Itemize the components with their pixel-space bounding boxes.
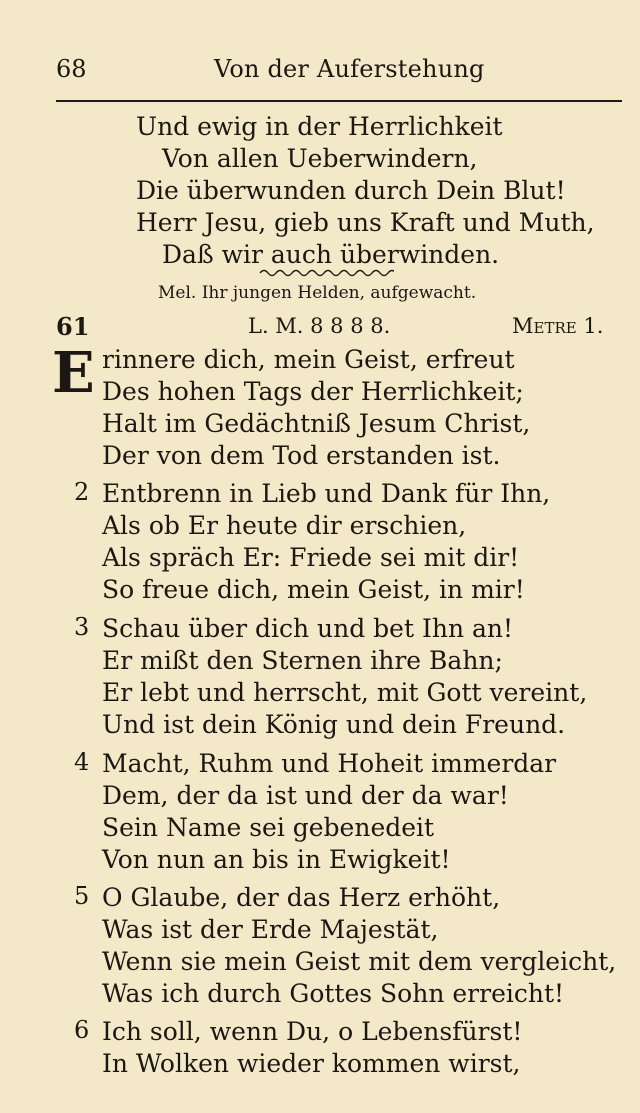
stanza-line: So freue dich, mein Geist, in mir!: [102, 575, 525, 604]
stanza-line: In Wolken wieder kommen wirst,: [102, 1049, 521, 1078]
prev-stanza-line: Von allen Ueberwindern,: [162, 144, 478, 173]
prev-stanza-line: Die überwunden durch Dein Blut!: [136, 176, 566, 205]
stanza-line: Macht, Ruhm und Hoheit immerdar: [102, 749, 557, 778]
hymn-meter: L. M. 8 8 8 8.: [248, 314, 391, 338]
stanza-number: 4: [74, 748, 90, 776]
prev-stanza-line: Daß wir auch überwinden.: [162, 240, 500, 269]
drop-capital: E: [52, 340, 95, 406]
stanza-line: Von nun an bis in Ewigkeit!: [102, 845, 451, 874]
header-rule: [56, 100, 622, 102]
prev-stanza-line: Und ewig in der Herrlichkeit: [136, 112, 503, 141]
stanza-number: 5: [74, 882, 90, 910]
stanza-line: Sein Name sei gebenedeit: [102, 813, 435, 842]
stanza-line: Als ob Er heute dir erschien,: [102, 511, 467, 540]
stanza-number: 3: [74, 613, 90, 641]
stanza-line: Schau über dich und bet Ihn an!: [102, 614, 514, 643]
metre-label: Metre 1.: [512, 314, 604, 338]
page-number: 68: [56, 55, 87, 83]
ornament-divider: [258, 268, 394, 278]
prev-stanza-line: Herr Jesu, gieb uns Kraft und Muth,: [136, 208, 595, 237]
stanza-line: Der von dem Tod erstanden ist.: [102, 441, 501, 470]
stanza-line: rinnere dich, mein Geist, erfreut: [102, 345, 515, 374]
stanza-line: Entbrenn in Lieb und Dank für Ihn,: [102, 479, 551, 508]
stanza-line: Des hohen Tags der Herrlichkeit;: [102, 377, 524, 406]
stanza-line: Er lebt und herrscht, mit Gott vereint,: [102, 678, 588, 707]
stanza-line: Was ich durch Gottes Sohn erreicht!: [102, 979, 565, 1008]
running-title: Von der Auferstehung: [214, 55, 485, 83]
stanza-line: Dem, der da ist und der da war!: [102, 781, 509, 810]
stanza-line: Was ist der Erde Majestät,: [102, 915, 439, 944]
stanza-number: 6: [74, 1016, 90, 1044]
stanza-number: 2: [74, 478, 90, 506]
stanza-line: Wenn sie mein Geist mit dem vergleicht,: [102, 947, 617, 976]
stanza-line: Halt im Gedächtniß Jesum Christ,: [102, 409, 531, 438]
stanza-line: Als spräch Er: Friede sei mit dir!: [102, 543, 520, 572]
tune-name: Mel. Ihr jungen Helden, aufgewacht.: [158, 283, 477, 303]
stanza-line: O Glaube, der das Herz erhöht,: [102, 883, 501, 912]
hymn-number: 61: [56, 312, 90, 341]
stanza-line: Ich soll, wenn Du, o Lebensfürst!: [102, 1017, 523, 1046]
page-header: [56, 55, 626, 95]
stanza-line: Und ist dein König und dein Freund.: [102, 710, 566, 739]
stanza-line: Er mißt den Sternen ihre Bahn;: [102, 646, 503, 675]
